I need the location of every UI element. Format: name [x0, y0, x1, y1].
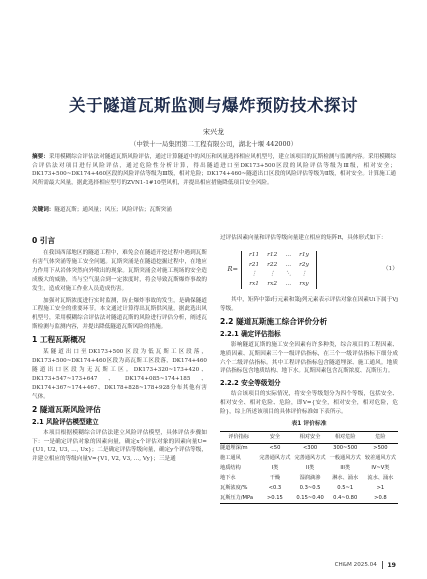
table-row: [220, 443, 398, 453]
table-cell: 地质结构: [220, 465, 241, 472]
section-heading-method: 2.2 隧道瓦斯施工综合评价分析: [220, 316, 328, 326]
left-column: [32, 234, 207, 467]
table-cell: >0.15: [257, 493, 292, 503]
abstract-label: 摘要：: [32, 154, 49, 160]
table-cell: <0.3: [268, 485, 282, 491]
matrix-cell: r1y: [299, 252, 309, 259]
matrix-bracket: [241, 251, 317, 289]
matrix-cell: …: [285, 252, 292, 259]
keywords: [32, 205, 396, 213]
journal-issue: CH&M 2025.04: [334, 562, 377, 568]
table-cell: 较差通风方式: [364, 455, 396, 462]
indicators-paragraph: 影响隧道瓦斯的施工安全因素有许多种类，综合项目的工程因素、地质因素、瓦斯因素三个一级评估指标，在三个一级评估指标下细分成六个二级评估指标。其中工程评估指标包含隧道埋深、施工通风。地质评估指标包含地质结构、地下水。瓦斯因素包含瓦斯浓度、瓦斯压力。: [220, 341, 398, 375]
table-cell: 淋水、涌水: [332, 475, 359, 482]
table-cell: 0.15~0.40: [292, 493, 327, 503]
table-cell: I类: [271, 465, 279, 472]
abstract: [32, 153, 396, 187]
table-cell: 流水、涌水: [367, 475, 394, 482]
table-cell: <50: [269, 445, 281, 452]
subsection-heading-grades: 2.2.2 安全等级划分: [220, 379, 281, 388]
matrix-row: [245, 279, 313, 289]
table-header-cell: 危险: [363, 431, 398, 443]
matrix-cell: ⋮: [269, 271, 276, 278]
matrix-cell: r2y: [299, 261, 309, 268]
section-heading-project: 1 工程瓦斯概况: [32, 335, 86, 345]
matrix-cell: r11: [249, 252, 260, 259]
matrix-intro-paragraph: 过评估因素向量和评估等级向量建立相应的矩阵R，具体形式如下：: [220, 235, 387, 241]
author-name: 宋兴龙: [203, 128, 224, 136]
intro-paragraph-2: 加强对瓦斯浓度进行实时监测，防止爆炸事故的发生，是确保隧道工程施工安全的重要环节。本文通过计算得出瓦斯供风量，据此选出风机型号，采用模糊综合评估法对隧道瓦斯的风险进行评估分析，阐述瓦斯检测与监测内容，并提出降低隧道瓦斯风险的措施。: [32, 297, 207, 331]
keywords-label: 关键词：: [32, 207, 55, 213]
table-cell: II类: [305, 465, 315, 472]
right-column: [220, 234, 398, 504]
matrix-explain-paragraph: 其中，矩阵中第i行元素和第j列元素表示评估对象在因素Ui下属于Vj等级。: [220, 296, 398, 312]
table-cell: 施工通风: [220, 455, 241, 462]
matrix-cell: rxy: [299, 280, 309, 287]
table-cell: 完善通风方式: [259, 455, 291, 462]
table-row: [220, 474, 398, 484]
table-cell: 地下水: [220, 475, 236, 482]
table-row: [220, 464, 398, 474]
evaluation-table: [220, 431, 398, 504]
abstract-text: 采用模糊综合评估法对隧道瓦斯风险评估，通过计算隧道中的风压和风量选择相应风机型号，建立该项目的瓦斯检测与监测内容。采用模糊综合评估法对项目进行风险评估，通过危险性分析计算，得出隧道进口至DK173+500区段的风险评估等级为Ⅲ级，相对安全；DK173+500~DK174+460区段的风险评估等级为Ⅲ级，相对危险；DK174+460~隧道出口区段的风险评估等级为Ⅱ级，相对安全。计算施工通风所需最大风量，据此选择相应型号的ZVN1-1#10型风机，并提出相应措施降低项目安全风险。: [32, 154, 396, 186]
matrix-cell: ⋮: [251, 271, 257, 278]
matrix-lhs: R=: [227, 265, 238, 274]
matrix-cell: r21: [249, 261, 260, 268]
section-heading-evaluation: 2 隧道瓦斯风险评估: [32, 404, 101, 414]
keywords-text: 隧道瓦斯；通风量；风压；风险评估；瓦斯突涌: [54, 207, 172, 213]
intro-paragraph-1: 在我国西部地区的隧道工程中，难免会在隧道开挖过程中遇到瓦斯有害气体突涌等施工安全问题。瓦斯突涌是在隧道挖掘过程中，在地应力作用下从岩体突然向外喷出的现象。瓦斯突涌会对施工现场的安全造成极大的威胁，当与空气混合到一定浓度时，将会导致瓦斯爆炸事故的发生，造成对施工作业人员造成伤害。: [32, 250, 207, 292]
table-row: [220, 454, 398, 464]
table-cell: 隧道埋深/m: [220, 445, 248, 452]
table-cell: IV~V类: [371, 465, 390, 472]
page-number: 19: [387, 561, 396, 569]
page-footer: [335, 561, 396, 569]
table-title: 表1 评价标准: [291, 421, 327, 428]
grades-paragraph: 结合该项目的实际情况，将安全等级划分为四个等级，包括安全、相对安全、相对危险、危险，即V={安全，相对安全，相对危险，危险}，综上所述该项目的具体评价标准如下表所示。: [220, 391, 398, 416]
table-cell: >0.8: [363, 493, 398, 503]
footer-divider: [382, 561, 383, 569]
table-row: [220, 484, 398, 494]
table-cell: 瓦斯浓度/%: [220, 485, 248, 491]
paper-title: 关于隧道瓦斯监测与爆炸预防技术探讨: [69, 96, 358, 115]
table-row: [220, 493, 398, 503]
table-cell: >500: [373, 445, 388, 452]
matrix-equation: [220, 246, 398, 294]
author-affiliation: （中铁十一局集团第二工程有限公司，湖北十堰 442000）: [129, 140, 298, 148]
table-header-cell: 相对危险: [328, 431, 363, 443]
matrix-cell: ⋮: [301, 271, 307, 278]
subsection-heading-indicators: 2.2.1 确定评估指标: [220, 329, 281, 338]
matrix-cell: …: [285, 261, 292, 268]
table-cell: 0.3~0.5: [299, 485, 321, 491]
matrix-cell: r22: [267, 261, 278, 268]
matrix-row: [245, 251, 313, 261]
table-header-cell: 安全: [257, 431, 292, 443]
matrix-cell: rx2: [267, 280, 278, 287]
table-cell: 一般通风方式: [329, 455, 361, 462]
matrix-row: [245, 260, 313, 270]
model-paragraph: 本项目根据模糊综合评估法建立风险评估模型，具体评估步骤如下：一是确定评估对象的因素向量，确定x个评估对象的因素向量U={U1, U2, U3, …, Ux}；二是确定评估等级向量，确定y个评估等级，并建立相应的等级向量V={V1, V2, V3, …, Vy}；三是通: [32, 429, 207, 463]
matrix-cell: …: [285, 280, 292, 287]
matrix-body: [245, 251, 313, 289]
matrix-cell: r12: [267, 252, 278, 259]
table-cell: 完善通风方式: [294, 455, 326, 462]
matrix-row: [245, 270, 313, 280]
table-cell: <300: [302, 445, 318, 452]
table-cell: 瓦斯压力/MPa: [220, 493, 257, 503]
table-header-cell: 相对安全: [292, 431, 327, 443]
table-cell: III类: [340, 465, 351, 472]
table-cell: 300~500: [333, 445, 358, 452]
table-cell: >1: [376, 485, 385, 491]
section-heading-intro: 0 引言: [32, 236, 56, 245]
project-paragraph: 某隧道出口至DK173+500区段为低瓦斯工区段落，DK173+500~DK174+460区段为高瓦斯工区段落，DK174+460隧道出口区段为无瓦斯工区。DK173+320~173+420、DK173+547~173+647、DK174+085~174+185、DK174+367~174+467、DK178+828~178+928分布其他有害气体。: [32, 349, 207, 400]
table-header-row: [220, 431, 398, 443]
matrix-cell: rx1: [249, 280, 259, 287]
table-header-cell: 评价指标: [220, 431, 257, 443]
table-cell: 0.4~0.80: [328, 493, 363, 503]
subsection-heading-model: 2.1 风险评估模型建立: [32, 417, 99, 426]
table-cell: 湿润滴渗: [299, 475, 321, 482]
matrix-cell: ⋱: [285, 271, 292, 278]
table-cell: 干燥: [269, 475, 281, 482]
equation-number: （1）: [382, 266, 398, 273]
table-cell: 0.5~1: [337, 485, 354, 491]
